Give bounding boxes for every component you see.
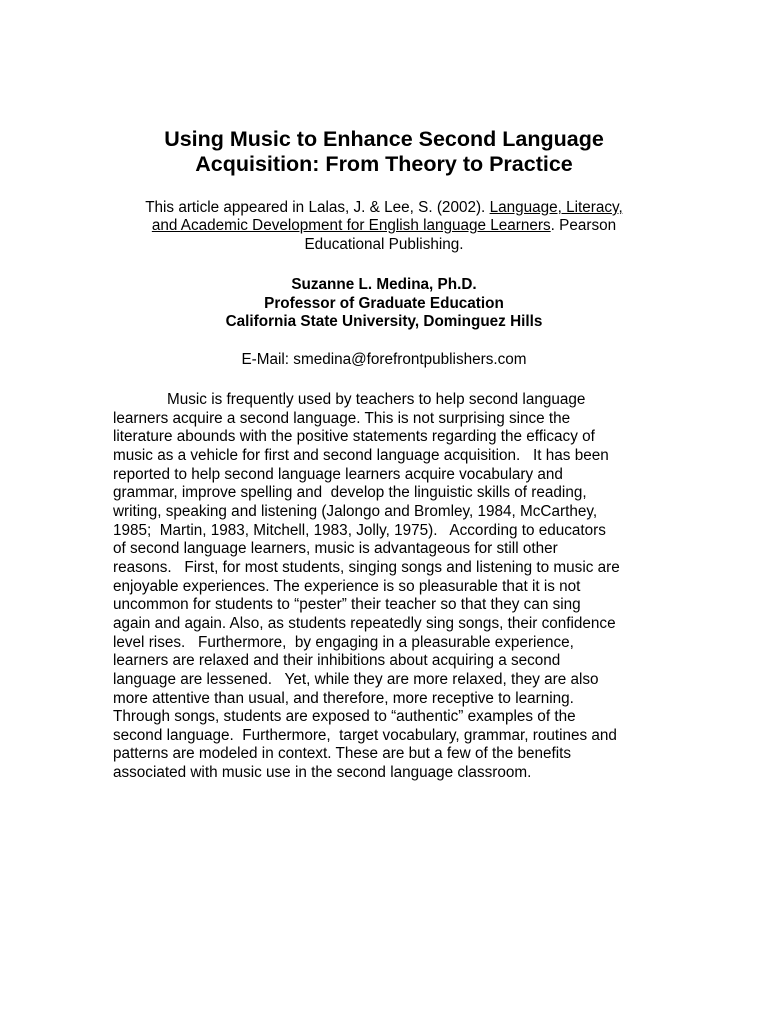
citation-line-2 xyxy=(100,217,668,235)
body-line: level rises. Furthermore, by engaging in a pleasurable experience, xyxy=(113,633,574,651)
body-line: Through songs, students are exposed to “authentic” examples of the xyxy=(113,708,576,726)
body-paragraph xyxy=(113,391,673,783)
author-name: Suzanne L. Medina, Ph.D. xyxy=(291,276,477,293)
citation-line-1 xyxy=(100,199,668,217)
author-block xyxy=(100,276,668,332)
body-line: enjoyable experiences. The experience is so pleasurable that it is not xyxy=(113,577,581,595)
body-line: associated with music use in the second language classroom. xyxy=(113,764,532,782)
body-line: Music is frequently used by teachers to help second language xyxy=(167,391,586,408)
citation-line-3: Educational Publishing. xyxy=(304,235,464,253)
article-title xyxy=(100,127,668,177)
body-line: patterns are modeled in context. These are but a few of the benefits xyxy=(113,745,572,763)
body-line: reported to help second language learners acquire vocabulary and xyxy=(113,465,563,483)
author-email: E-Mail: smedina@forefrontpublishers.com xyxy=(241,351,527,368)
body-line: language are lessened. Yet, while they are more relaxed, they are also xyxy=(113,670,599,688)
citation xyxy=(100,199,668,254)
book-title-part-1: Language, Literacy, xyxy=(489,199,623,216)
body-line: 1985; Martin, 1983, Mitchell, 1983, Jolly, 1975). According to educators xyxy=(113,521,606,539)
body-line: grammar, improve spelling and develop the linguistic skills of reading, xyxy=(113,484,587,502)
body-line: literature abounds with the positive statements regarding the efficacy of xyxy=(113,428,595,446)
body-line: reasons. First, for most students, singing songs and listening to music are xyxy=(113,558,620,576)
author-institution: California State University, Dominguez Hills xyxy=(225,313,543,330)
body-line: again and again. Also, as students repeatedly sing songs, their confidence xyxy=(113,614,616,632)
title-line-2: Acquisition: From Theory to Practice xyxy=(195,152,573,176)
book-title-part-2: and Academic Development for English language Learners xyxy=(151,217,551,235)
author-position: Professor of Graduate Education xyxy=(264,294,504,312)
body-line: learners are relaxed and their inhibitions about acquiring a second xyxy=(113,652,561,670)
citation-text: This article appeared in Lalas, J. & Lee, S. (2002). xyxy=(145,199,490,216)
body-line: learners acquire a second language. This is not surprising since the xyxy=(113,409,571,427)
title-line-1: Using Music to Enhance Second Language xyxy=(164,127,604,151)
body-line: of second language learners, music is advantageous for still other xyxy=(113,540,558,558)
body-line: music as a vehicle for first and second language acquisition. It has been xyxy=(113,446,609,464)
body-line: second language. Furthermore, target vocabulary, grammar, routines and xyxy=(113,726,617,744)
body-line: uncommon for students to “pester” their teacher so that they can sing xyxy=(113,596,581,614)
body-line: writing, speaking and listening (Jalongo and Bromley, 1984, McCarthey, xyxy=(113,502,598,520)
publisher-text: . Pearson xyxy=(550,217,617,235)
body-line: more attentive than usual, and therefore, more receptive to learning. xyxy=(113,689,574,707)
